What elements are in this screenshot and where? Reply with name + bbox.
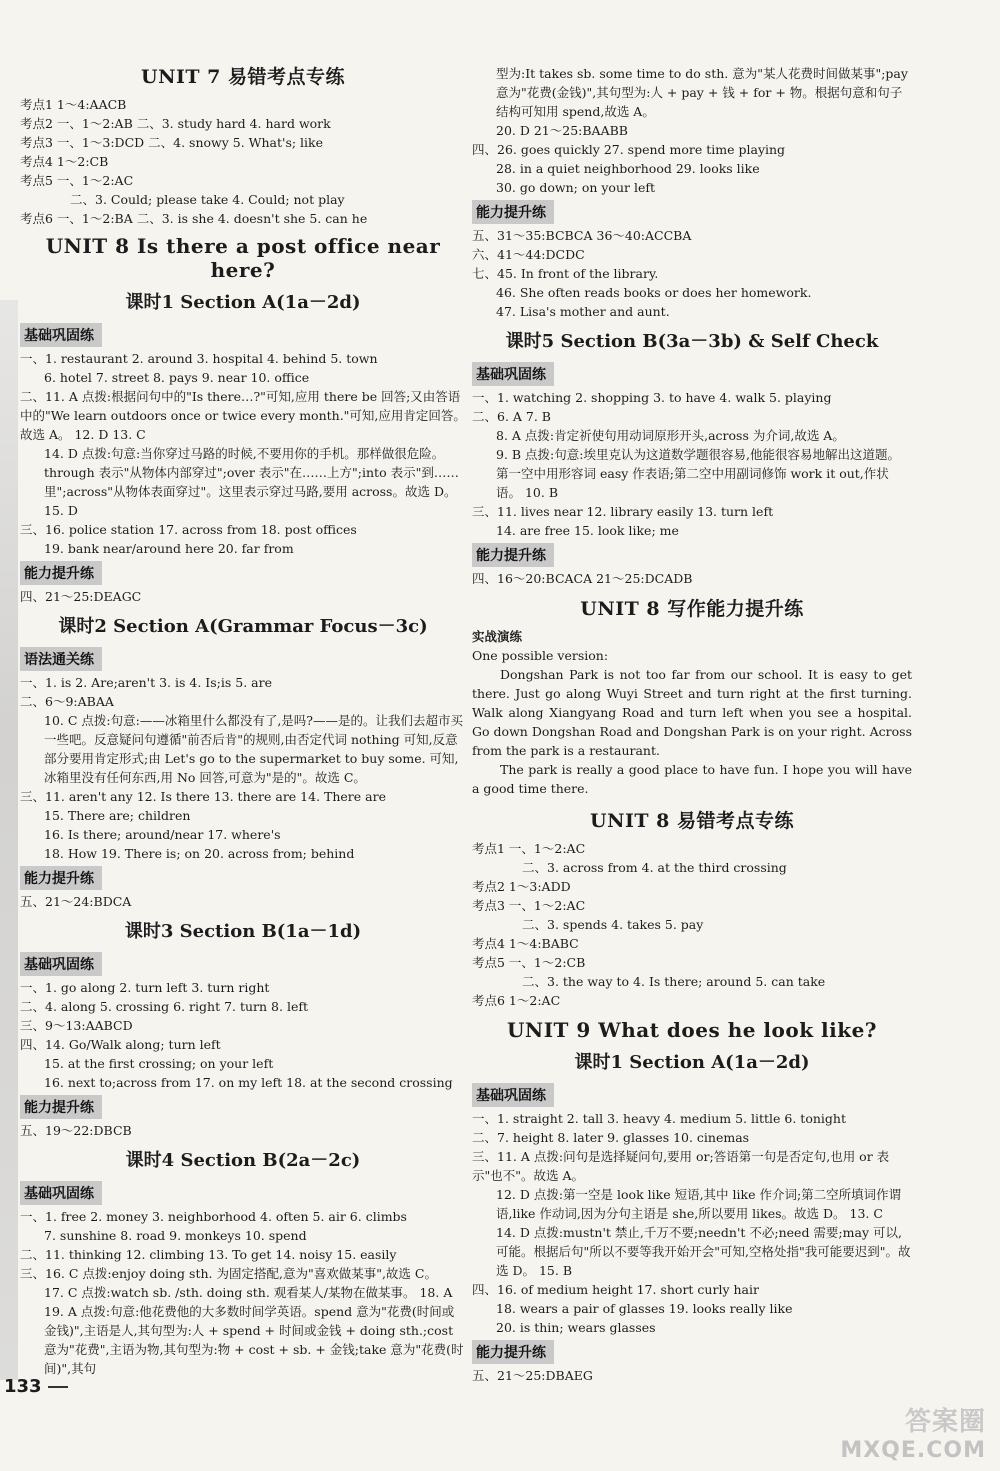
answer-line: 一、1. watching 2. shopping 3. to have 4. walk 5. playing (472, 390, 832, 405)
answer-line: 14. D 点拨:句意:当你穿过马路的时候,不要用你的手机。那样做很危险。through 表示"从物体内部穿过";over 表示"在……上方";into 表示"到……里";across"从物体表面穿过"。这里表示穿过马路,要用 across。故选 D。 15. D (44, 446, 461, 518)
answer-line: 20. is thin; wears glasses (496, 1320, 656, 1335)
answer-line: 14. D 点拨:mustn't 禁止,千万不要;needn't 不必;need 需要;may 可以,可能。根据后句"所以不要等我开始开会"可知,空格处指"我可能要迟到"。故选 D。 15. B (496, 1225, 911, 1278)
watermark-logo-text: 答案圈 (904, 1407, 986, 1437)
u7-line: 考点2 一、1～2:AB 二、3. study hard 4. hard work (20, 116, 331, 131)
answer-line: 19. bank near/around here 20. far from (44, 541, 294, 556)
section-band: 能力提升练 (472, 543, 554, 567)
right-column (472, 64, 912, 1385)
answer-line: 二、6. A 7. B (472, 409, 551, 424)
unit8-title: UNIT 8 Is there a post office near here? (45, 234, 441, 282)
answer-line: 28. in a quiet neighborhood 29. looks like (496, 161, 760, 176)
answer-line: 15. at the first crossing; on your left (44, 1056, 274, 1071)
answer-line: 30. go down; on your left (496, 180, 655, 195)
u9-lesson1-title: 课时1 Section A(1a－2d) (574, 1052, 810, 1073)
section-band: 语法通关练 (20, 647, 102, 671)
subheading: 实战演练 (472, 629, 523, 644)
answer-line: 12. D 点拨:第一空是 look like 短语,其中 like 作介词;第二空所填词作谓语,like 作动词,因为分句主语是 she,所以要用 likes。故选 D。 13. C (496, 1187, 902, 1221)
answer-line: 47. Lisa's mother and aunt. (496, 304, 670, 319)
answer-line: 二、7. height 8. later 9. glasses 10. cinemas (472, 1130, 750, 1145)
answer-line: 四、14. Go/Walk along; turn left (20, 1037, 221, 1052)
lesson1-title: 课时1 Section A(1a－2d) (125, 292, 361, 313)
answer-line: 四、26. goes quickly 27. spend more time playing (472, 142, 786, 157)
answer-line: 二、11. thinking 12. climbing 13. To get 14. noisy 15. easily (20, 1247, 397, 1262)
answer-line: 三、16. police station 17. across from 18. post offices (20, 522, 357, 537)
section-band: 基础巩固练 (20, 323, 102, 347)
answer-line: 五、21～24:BDCA (20, 894, 132, 909)
answer-line: 8. A 点拨:肯定祈使句用动词原形开头,across 为介词,故选 A。 (496, 428, 845, 443)
watermark-url: MXQE.COM (840, 1438, 986, 1463)
lesson2-title: 课时2 Section A(Grammar Focus－3c) (58, 616, 428, 637)
section-band: 基础巩固练 (472, 1083, 554, 1107)
answer-line: 10. C 点拨:句意:——冰箱里什么都没有了,是吗?——是的。让我们去超市买一些吧。反意疑问句遵循"前否后肯"的规则,由否定代词 nothing 可知,反意部分要用肯定形式;由 Let's go to the supermarket to buy some. 可知,冰箱里没有任何东西,用 No 回答,可意为"是的"。故选 C。 (44, 713, 463, 785)
essay-paragraph: Dongshan Park is not too far from our school. It is easy to get there. Just go along Wuyi Street and turn right at the first turning. Walk along Xiangyang Road and turn left when you see a hospital. Go down Dongshan Road and Dongshan Park is on your right. Across from the park is a restaurant. (472, 667, 912, 758)
answer-line: 20. D 21～25:BAABB (496, 123, 628, 138)
answer-line: 五、21～25:DBAEG (472, 1368, 593, 1383)
answer-line: 七、45. In front of the library. (472, 266, 659, 281)
answer-line: 一、1. restaurant 2. around 3. hospital 4. behind 5. town (20, 351, 378, 366)
answer-line: 四、16. of medium height 17. short curly hair (472, 1282, 759, 1297)
u7-line: 二、3. Could; please take 4. Could; not play (70, 192, 345, 207)
answer-line: 五、19～22:DBCB (20, 1123, 132, 1138)
answer-line: 六、41～44:DCDC (472, 247, 585, 262)
section-band: 能力提升练 (20, 561, 102, 585)
u7-line: 考点6 一、1～2:BA 二、3. is she 4. doesn't she 5. can he (20, 211, 368, 226)
u7-line: 考点3 一、1～3:DCD 二、4. snowy 5. What's; like (20, 135, 324, 150)
answer-line: 18. wears a pair of glasses 19. looks really like (496, 1301, 793, 1316)
lesson3-title: 课时3 Section B(1a－1d) (124, 921, 362, 942)
u8e-line: 考点5 一、1～2:CB (472, 955, 586, 970)
answer-line: 17. C 点拨:watch sb. /sth. doing sth. 观看某人/某物在做某事。 18. A (44, 1285, 453, 1300)
essay-paragraph: The park is really a good place to have fun. I hope you will have a good time there. (472, 762, 912, 796)
lesson4-title: 课时4 Section B(2a－2c) (125, 1150, 361, 1171)
answer-line: 一、1. free 2. money 3. neighborhood 4. often 5. air 6. climbs (20, 1209, 407, 1224)
answer-line: 9. B 点拨:句意:埃里克认为这道数学题很容易,他能很容易地解出这道题。第一空中用形容词 easy 作表语;第二空中用副词修饰 work it out,作状语。 10. B (496, 447, 900, 500)
u8e-line: 考点2 1～3:ADD (472, 879, 571, 894)
answer-line: 19. A 点拨:句意:他花费他的大多数时间学英语。spend 意为"花费(时间或金钱)",主语是人,其句型为:人 + spend + 时间或金钱 + doing sth.;cost 意为"花费",主语为物,其句型为:物 + cost + sb. + 金钱;take 意为"花费(时间)",其句 (44, 1304, 464, 1376)
answer-line: 一、1. go along 2. turn left 3. turn right (20, 980, 270, 995)
answer-line: 16. next to;across from 17. on my left 18. at the second crossing (44, 1075, 453, 1090)
answer-line: 三、9～13:AABCD (20, 1018, 133, 1033)
unit9-title: UNIT 9 What does he look like? (506, 1018, 878, 1042)
page-number: 133 (4, 1376, 68, 1397)
answer-line: 14. are free 15. look like; me (496, 523, 679, 538)
u8e-line: 考点6 1～2:AC (472, 993, 561, 1008)
answer-line: 7. sunshine 8. road 9. monkeys 10. spend (44, 1228, 307, 1243)
answer-line: 15. There are; children (44, 808, 191, 823)
section-band: 基础巩固练 (20, 1181, 102, 1205)
unit8-errors-title: UNIT 8 易错考点专练 (590, 810, 794, 832)
watermark (840, 1401, 986, 1463)
u8e-line: 考点1 一、1～2:AC (472, 841, 586, 856)
answer-line: 三、16. C 点拨:enjoy doing sth. 为固定搭配,意为"喜欢做某事",故选 C。 (20, 1266, 437, 1281)
writing-title: UNIT 8 写作能力提升练 (580, 598, 804, 620)
section-band: 能力提升练 (472, 1340, 554, 1364)
answer-line: 二、4. along 5. crossing 6. right 7. turn 8. left (20, 999, 308, 1014)
u7-line: 考点1 1～4:AACB (20, 97, 127, 112)
u8e-line: 考点4 1～4:BABC (472, 936, 579, 951)
u8e-line: 考点3 一、1～2:AC (472, 898, 586, 913)
answer-line: 18. How 19. There is; on 20. across from; behind (44, 846, 355, 861)
answer-line: 四、21～25:DEAGC (20, 589, 142, 604)
section-band: 能力提升练 (20, 866, 102, 890)
answer-line: 16. Is there; around/near 17. where's (44, 827, 281, 842)
u7-line: 考点5 一、1～2:AC (20, 173, 134, 188)
answer-line: 三、11. lives near 12. library easily 13. turn left (472, 504, 774, 519)
section-band: 能力提升练 (472, 200, 554, 224)
answer-line: 一、1. is 2. Are;aren't 3. is 4. Is;is 5. are (20, 675, 272, 690)
u8e-line: 二、3. the way to 4. Is there; around 5. can take (522, 974, 826, 989)
answer-line: 二、6～9:ABAA (20, 694, 114, 709)
section-band: 基础巩固练 (472, 362, 554, 386)
answer-line: 型为:It takes sb. some time to do sth. 意为"某人花费时间做某事";pay 意为"花费(金钱)",其句型为:人 + pay + 钱 + for + 物。根据句意和句子结构可知用 spend,故选 A。 (496, 66, 912, 119)
left-column (20, 60, 466, 1378)
answer-line: 四、16～20:BCACA 21～25:DCADB (472, 571, 693, 586)
section-band: 基础巩固练 (20, 952, 102, 976)
u8e-line: 二、3. across from 4. at the third crossing (522, 860, 787, 875)
u7-line: 考点4 1～2:CB (20, 154, 109, 169)
answer-line: 三、11. aren't any 12. Is there 13. there are 14. There are (20, 789, 386, 804)
version-label: One possible version: (472, 648, 609, 663)
answer-line: 五、31～35:BCBCA 36～40:ACCBA (472, 228, 692, 243)
answer-line: 一、1. straight 2. tall 3. heavy 4. medium 5. little 6. tonight (472, 1111, 846, 1126)
answer-line: 46. She often reads books or does her homework. (496, 285, 812, 300)
unit7-title: UNIT 7 易错考点专练 (141, 66, 345, 88)
answer-line: 6. hotel 7. street 8. pays 9. near 10. office (44, 370, 310, 385)
lesson5-title: 课时5 Section B(3a－3b) & Self Check (505, 331, 879, 352)
page-margin-strip (0, 300, 18, 1380)
section-band: 能力提升练 (20, 1095, 102, 1119)
u8e-line: 二、3. spends 4. takes 5. pay (522, 917, 704, 932)
answer-line: 三、11. A 点拨:问句是选择疑问句,要用 or;答语第一句是否定句,也用 or 表示"也不"。故选 A。 (472, 1149, 890, 1183)
answer-line: 二、11. A 点拨:根据问句中的"Is there…?"可知,应用 there be 回答;又由答语中的"We learn outdoors once or twice every month."可知,应用肯定回答。故选 A。 12. D 13. C (20, 389, 466, 442)
